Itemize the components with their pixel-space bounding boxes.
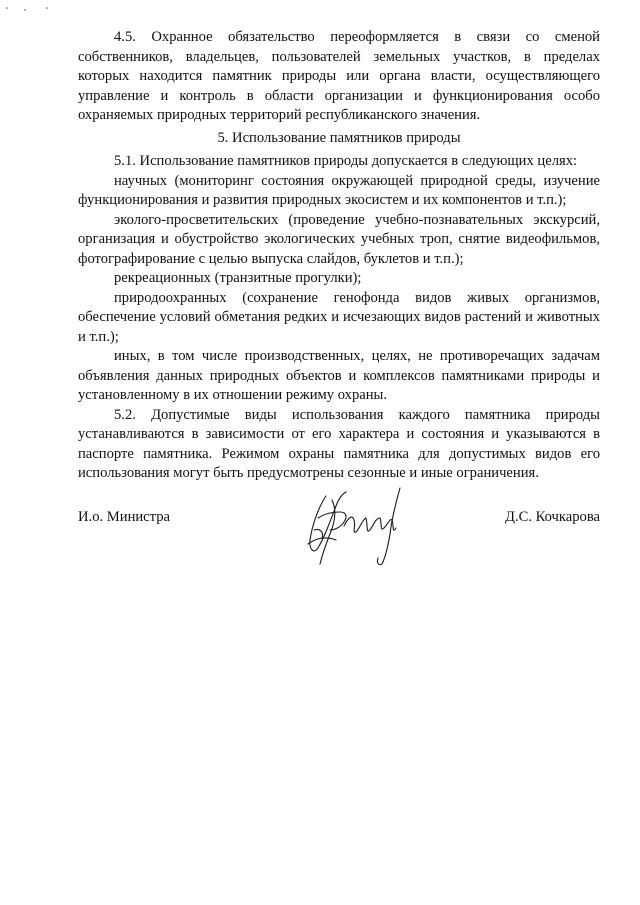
signer-position: И.о. Министра [78,509,170,525]
handwritten-signature [296,478,416,568]
purpose-scientific: научных (мониторинг состояния окружающей природной среды, изучение функционирования и развития природных экосистем и их компонентов и т.п.); [78,172,600,208]
paragraph-4-5: 4.5. Охранное обязательство переоформляется в связи со сменой собственников, владельцев, пользователей земельных участков, в пределах которых находится памятник природы или органа власти, осуществляющего управление и контроль в области организации и функционирования особо охраняемых природных территорий республиканского значения. [78,29,600,123]
scan-speck [46,7,48,9]
purpose-conservation: природоохранных (сохранение генофонда видов живых организмов, обеспечение условий обметания редких и исчезающих видов растений и животных и т.п.); [78,289,600,345]
document-body [78,28,600,484]
section-5-heading: 5. Использование памятников природы [217,129,461,146]
scan-specks [0,0,60,20]
signer-name: Д.С. Кочкарова [504,509,600,525]
purpose-educational: эколого-просветительских (проведение учебно-познавательных экскурсий, организация и обустройство экологических учебных троп, снятие видеофильмов, фотографирование с целью выпуска слайдов, буклетов и т.п.); [78,211,600,267]
scan-speck [24,9,26,11]
paragraph-5-2: 5.2. Допустимые виды использования каждого памятника природы устанавливаются в зависимости от его характера и состояния и указываются в паспорте памятника. Режимом охраны памятника для допустимых видов его использования могут быть предусмотрены сезонные и иные ограничения. [78,406,600,481]
scan-speck [6,7,8,9]
paragraph-5-1: 5.1. Использование памятников природы допускается в следующих целях: [114,153,578,169]
purpose-other: иных, в том числе производственных, целях, не противоречащих задачам объявления данных природных объектов и комплексов памятниками природы и установленному в их отношении режиму охраны. [78,348,600,403]
purpose-recreational: рекреационных (транзитные прогулки); [114,270,362,286]
